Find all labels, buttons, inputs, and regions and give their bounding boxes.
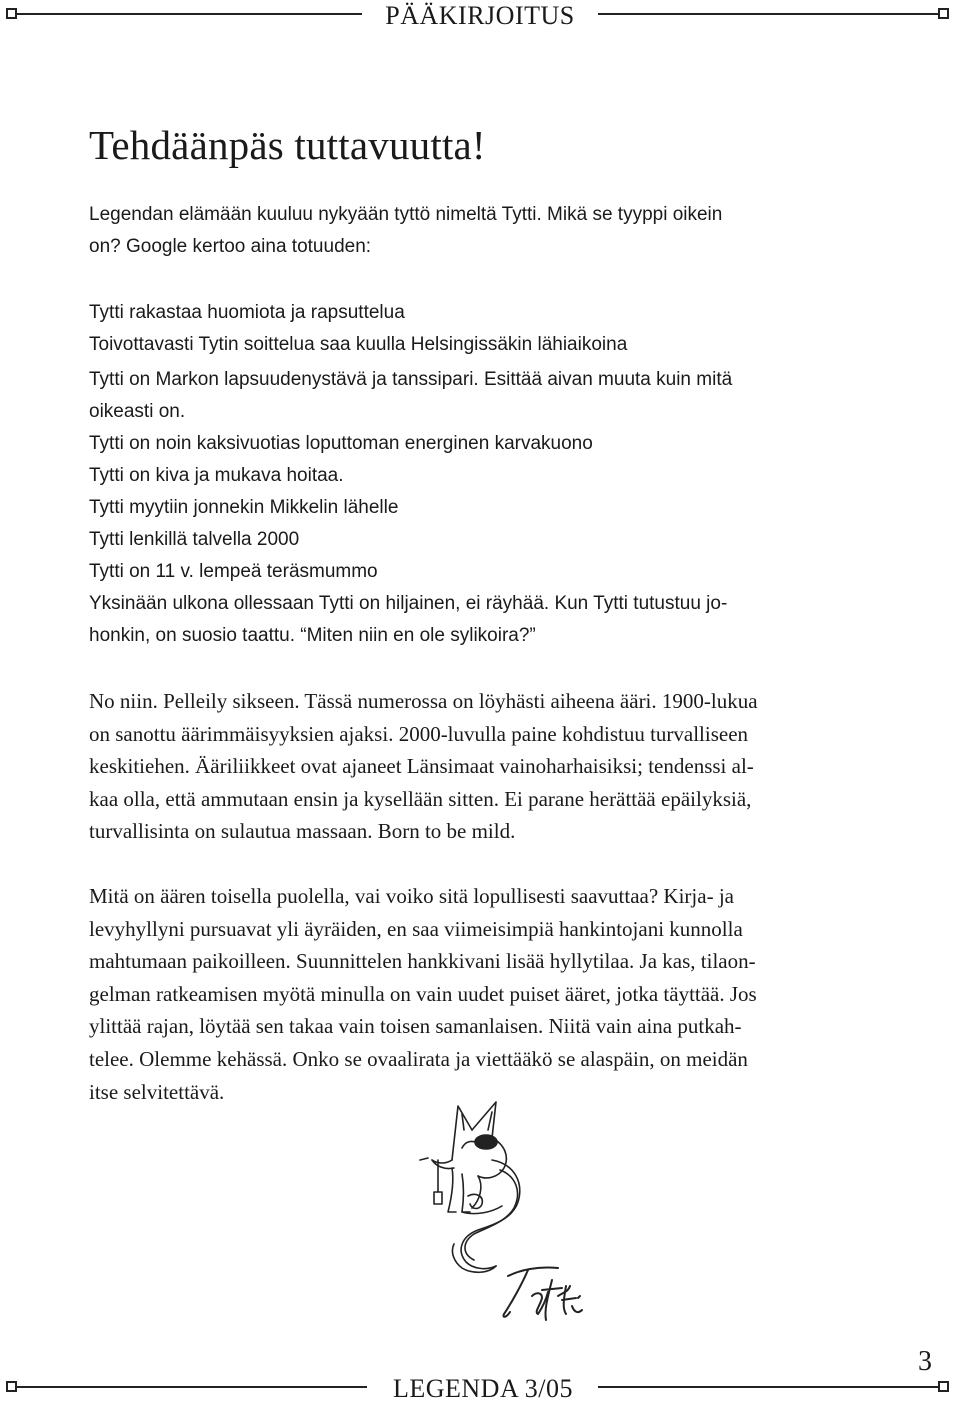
section-title: PÄÄKIRJOITUS (385, 1, 575, 30)
footer-square-right (938, 1381, 949, 1392)
signature (503, 1267, 582, 1320)
text-line: kaa olla, että ammutaan ensin ja kysellään sitten. Ei parane herättää epäilyksiä, (89, 786, 752, 811)
text-line: oikeasti on. (89, 401, 186, 422)
footer-rule-left (12, 1386, 367, 1388)
text-line: mahtumaan paikoilleen. Suunnittelen hankkivani lisää hyllytilaa. Ja kas, tilaon- (89, 949, 756, 974)
text-line: Yksinään ulkona ollessaan Tytti on hiljainen, ei räyhää. Kun Tytti tutustuu jo- (89, 593, 728, 614)
text-line: Tytti on Markon lapsuudenystävä ja tanssipari. Esittää aivan muuta kuin mitä (89, 369, 733, 390)
paragraph-shelves (89, 880, 757, 1108)
text-line: Tytti on kiva ja mukava hoitaa. (89, 465, 344, 486)
footer-square-left (6, 1381, 17, 1392)
header-rule-left (12, 13, 362, 15)
article (89, 119, 864, 1104)
text-line: Tytti lenkillä talvella 2000 (89, 529, 300, 550)
magazine-issue: LEGENDA 3/05 (392, 1374, 574, 1403)
fox-drawing (392, 1100, 592, 1360)
text-line: ylittää rajan, löytää sen takaa vain toisen samanlaisen. Niitä vain aina putkah- (89, 1014, 742, 1039)
text-line: turvallisinta on sulautua massaan. Born to be mild. (89, 819, 516, 844)
text-line: Tytti myytiin jonnekin Mikkelin lähelle (89, 497, 399, 518)
paragraph-theme (89, 685, 758, 848)
text-line: telee. Olemme kehässä. Onko se ovaalirata ja viettääkö se alaspäin, on meidän (89, 1046, 748, 1071)
header-square-right (938, 8, 949, 19)
facts-list (89, 364, 732, 652)
text-line: levyhyllyni pursuavat yli äyräiden, en saa viimeisimpiä hankintojani kunnolla (89, 916, 743, 941)
text-line: No niin. Pelleily sikseen. Tässä numerossa on löyhästi aiheena ääri. 1900-lukua (89, 689, 758, 713)
text-line: keskitiehen. Ääriliikkeet ovat ajaneet Länsimaat vainoharhaisiksi; tendenssi al- (89, 754, 754, 779)
fox-sketch (420, 1102, 520, 1272)
intro-paragraph (89, 199, 722, 263)
header-rule-right (598, 13, 943, 15)
text-line: Mitä on äären toisella puolella, vai voiko sitä lopullisesti saavuttaa? Kirja- ja (89, 884, 734, 908)
text-line: honkin, on suosio taattu. “Miten niin en ole sylikoira?” (89, 625, 536, 646)
text-line: Tytti rakastaa huomiota ja rapsuttelua (89, 302, 405, 323)
text-line: Tytti on noin kaksivuotias loputtoman energinen karvakuono (89, 433, 593, 454)
text-line: on? Google kertoo aina totuuden: (89, 236, 372, 257)
text-line: gelman ratkeamisen myötä minulla on vain uudet puiset ääret, jotka täyttää. Jos (89, 981, 757, 1006)
header-square-left (6, 8, 17, 19)
text-line: Toivottavasti Tytin soittelua saa kuulla Helsingissäkin lähiaikoina (89, 334, 628, 355)
facts-list-sans (89, 297, 627, 361)
text-line: Tytti on 11 v. lempeä teräsmummo (89, 561, 378, 582)
page-number: 3 (918, 1346, 932, 1377)
text-line: itse selvitettävä. (89, 1079, 225, 1104)
text-line: on sanottu äärimmäisyyksien ajaksi. 2000-luvulla paine kohdistuu turvalliseen (89, 721, 749, 746)
article-title: Tehdäänpäs tuttavuutta! (89, 122, 486, 168)
footer-rule-right (598, 1386, 943, 1388)
text-line: Legendan elämään kuuluu nykyään tyttö nimeltä Tytti. Mikä se tyyppi oikein (89, 204, 723, 225)
